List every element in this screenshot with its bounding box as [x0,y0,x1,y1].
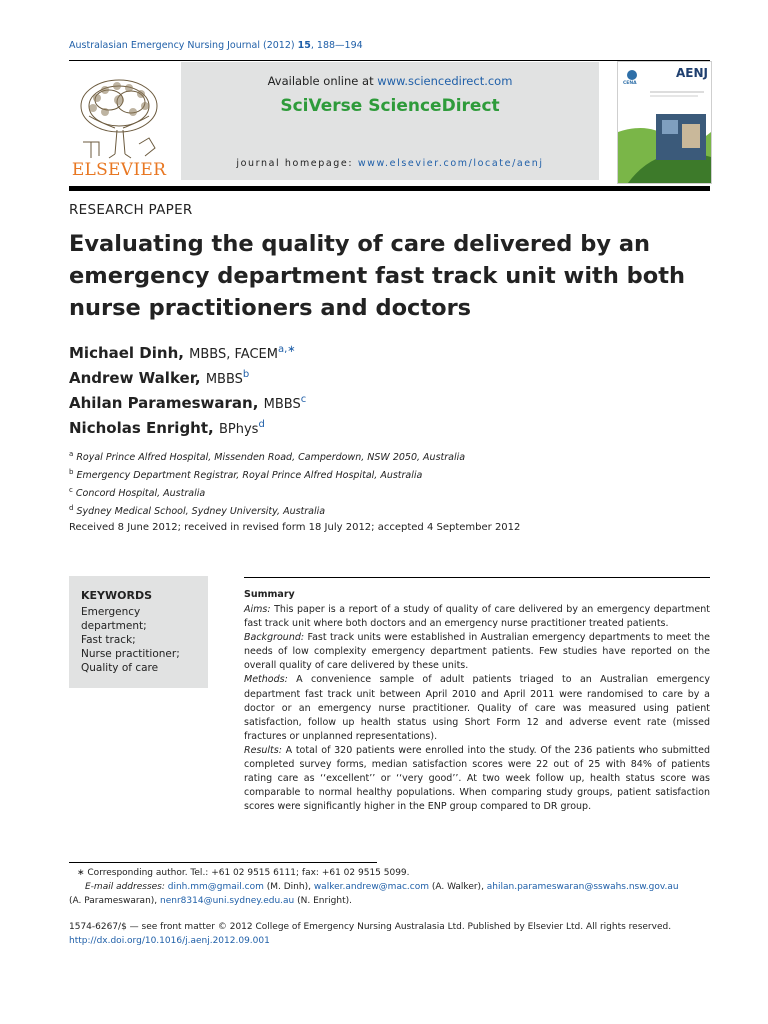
results-text: A total of 320 patients were enrolled into the study. Of the 236 patients who submitted completed survey forms, median satisfaction scores were 22 out of 25 with 84% of patients rating care as ‘‘excellent’’ or ‘‘very good’’. At two week follow up, health status score was comparable to normal healthy populations. When comparing study groups, patient satisfaction scores were significantly higher in the ENP group compared to DR group. [244,744,710,813]
copyright-line: 1574-6267/$ — see front matter © 2012 College of Emergency Nursing Australasia Ltd. Published by Elsevier Ltd. All rights reserved. [69,922,672,932]
email-link[interactable]: nenr8314@uni.sydney.edu.au [160,896,295,906]
email-label: E-mail addresses: [85,882,168,892]
header-rule-bottom [69,186,710,191]
author-affil-ref[interactable]: c [300,394,307,405]
affiliation [69,447,465,465]
header-rule-top [69,60,710,61]
keyword-item: Quality of care [81,662,159,674]
summary-rule [244,577,710,578]
cover-badge: CENA [623,81,637,86]
aims-label: Aims: [244,604,271,615]
affiliation-text: Royal Prince Alfred Hospital, Missenden Road, Camperdown, NSW 2050, Australia [76,452,466,464]
email-addresses [69,880,719,894]
elsevier-wordmark[interactable]: ELSEVIER [71,160,167,180]
background-text: Fast track units were established in Australian emergency departments to meet the needs of low complexity emergency department patients. Few studies have reported on the overall quality of care delivered by these units. [244,632,710,672]
doi-link[interactable]: http://dx.doi.org/10.1016/j.aenj.2012.09.001 [69,936,270,946]
journal-homepage [181,158,599,169]
author-degree: MBBS [263,397,301,412]
aims-text: This paper is a report of a study of quality of care delivered by an emergency department fast track unit where both doctors and an emergency nurse practitioner treated patients. [244,604,710,630]
affiliation-marker: b [69,468,74,477]
keyword-item: Fast track; [81,634,136,646]
author-name: Andrew Walker, [69,369,206,387]
affiliation-text: Sydney Medical School, Sydney University, Australia [76,506,326,518]
corresponding-footnote [69,866,719,908]
article-type: RESEARCH PAPER [69,202,193,218]
email-owner: (A. Parameswaran), [69,896,161,906]
author-name: Ahilan Parameswaran, [69,394,264,412]
affiliation-list [69,447,465,520]
affiliation-marker: d [69,504,74,513]
sciencedirect-link[interactable]: www.sciencedirect.com [377,74,513,88]
citation-journal: Australasian Emergency Nursing Journal (2012) [69,40,298,51]
summary-results [244,744,710,814]
affiliation-text: Emergency Department Registrar, Royal Prince Alfred Hospital, Australia [76,470,423,482]
available-prefix: Available online at [267,74,378,88]
author [69,365,306,390]
author [69,415,306,440]
author-degree: BPhys [218,422,259,437]
summary-body [244,603,710,814]
affiliation [69,501,465,519]
methods-label: Methods: [244,674,288,686]
email-link[interactable]: dinh.mm@gmail.com [167,882,264,892]
summary-background [244,631,710,673]
citation-pages: , 188—194 [310,40,363,51]
footnote-rule [69,862,377,863]
article-title: Evaluating the quality of care delivered by an emergency department fast track unit with both nurse practitioners and doctors [69,231,686,321]
keyword-item: Emergency [81,606,141,618]
citation-volume: 15 [297,40,311,51]
email-link[interactable]: walker.andrew@mac.com [313,882,429,892]
keyword-item: Nurse practitioner; [81,648,180,660]
author-list [69,340,306,440]
email-link[interactable]: ahilan.parameswaran@sswahs.nsw.gov.au [486,882,679,892]
corresponding-author: ∗ Corresponding author. Tel.: +61 02 9515 6111; fax: +61 02 9515 5099. [77,868,410,878]
cover-title: AENJ [676,66,708,80]
affiliation [69,483,465,501]
journal-homepage-link[interactable]: www.elsevier.com/locate/aenj [357,158,544,169]
author-degree: MBBS, FACEM [189,347,278,362]
author-degree: MBBS [205,372,243,387]
author-affil-ref[interactable]: b [242,369,250,380]
results-label: Results: [244,744,282,756]
summary-methods [244,673,710,743]
affiliation-marker: c [69,486,73,495]
journal-cover-thumbnail[interactable] [617,61,712,184]
author [69,340,306,365]
affiliation-text: Concord Hospital, Australia [75,488,206,500]
summary-aims [244,603,710,631]
email-addresses-cont [69,894,719,908]
keywords-list [81,605,180,675]
affiliation [69,465,465,483]
author-affil-ref[interactable]: a,∗ [277,344,296,355]
email-owner: (A. Walker), [429,882,487,892]
methods-text: A convenience sample of adult patients triaged to an Australian emergency department fast track unit between April 2010 and April 2011 were randomised to care by a doctor or an emergency nurse practitioner. Quality of care was measured using patient satisfaction, follow up health status using Short Form 12 and adverse event rate (missed fractures or unplanned representations). [244,674,710,742]
keywords-heading: KEYWORDS [81,589,153,602]
sciverse-brand[interactable]: SciVerse ScienceDirect [280,96,500,116]
email-owner: (M. Dinh), [263,882,314,892]
journal-citation[interactable] [69,40,363,51]
background-label: Background: [244,632,305,644]
copyright-block [69,920,719,948]
author-name: Nicholas Enright, [69,419,219,437]
homepage-prefix: journal homepage: [236,158,358,169]
keyword-item: department; [81,620,147,632]
email-owner: (N. Enright). [294,896,352,906]
summary-heading: Summary [244,589,295,600]
received-dates: Received 8 June 2012; received in revised form 18 July 2012; accepted 4 September 2012 [69,522,521,533]
affiliation-marker: a [69,450,74,458]
author-affil-ref[interactable]: d [258,419,265,430]
available-online-text [181,74,599,88]
author [69,390,306,415]
author-name: Michael Dinh, [69,344,190,362]
